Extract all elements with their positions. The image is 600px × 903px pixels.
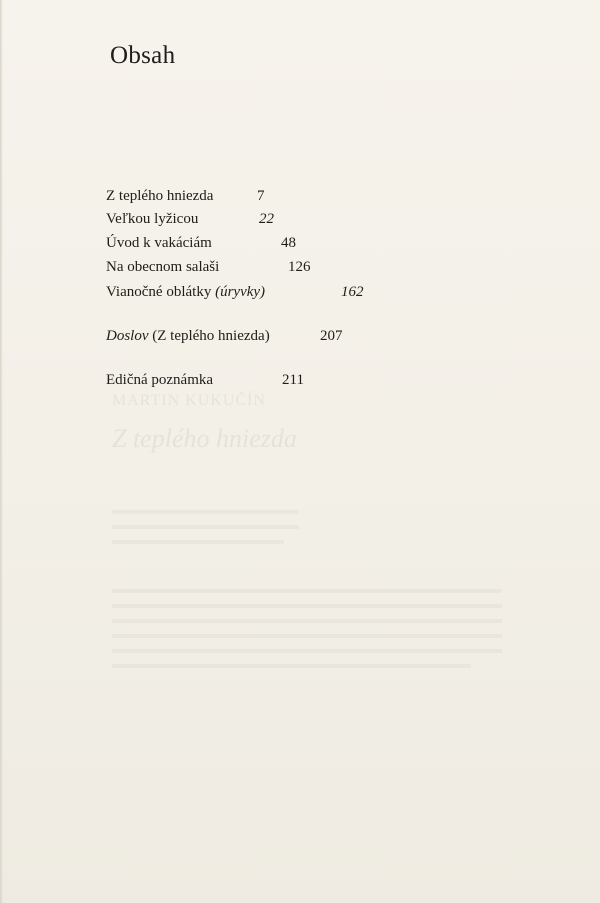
- toc-entry-title: Veľkou lyžicou: [106, 211, 199, 227]
- toc-entry[interactable]: [106, 235, 296, 252]
- toc-entry-page: 7: [257, 188, 265, 204]
- toc-entry[interactable]: [106, 211, 274, 228]
- toc-entry[interactable]: [106, 259, 311, 276]
- toc-entry-page: 162: [341, 284, 364, 300]
- toc-entry-title-italic: Doslov: [106, 328, 149, 344]
- toc-entry-title: Edičná poznámka: [106, 372, 214, 388]
- toc-entry-title: Na obecnom salaši: [106, 259, 220, 275]
- toc-entry-title: Úvod k vakáciám: [106, 235, 212, 251]
- toc-entry-page: 207: [320, 328, 343, 344]
- toc-entry-title: Vianočné oblátky: [106, 284, 212, 300]
- toc-entry[interactable]: [106, 328, 343, 345]
- page-edge-shadow: [0, 0, 3, 903]
- toc-entry[interactable]: [106, 372, 304, 389]
- show-through-text: MARTIN KUKUČÍN: [112, 392, 266, 409]
- toc-entry-title-rest: (Z teplého hniezda): [148, 328, 270, 344]
- toc-entry-page: 211: [282, 372, 304, 388]
- toc-entry-title: Z teplého hniezda: [106, 188, 214, 204]
- show-through-text: Z teplého hniezda: [112, 424, 297, 453]
- toc-entry[interactable]: [106, 284, 364, 301]
- toc-entry-page: 22: [259, 211, 274, 227]
- page-title: Obsah: [110, 42, 176, 69]
- toc-entry-page: 126: [288, 259, 311, 275]
- toc-entry[interactable]: [106, 188, 265, 205]
- show-through-lines: [112, 510, 502, 679]
- toc-entry-page: 48: [281, 235, 296, 251]
- toc-entry-note: (úryvky): [215, 284, 266, 300]
